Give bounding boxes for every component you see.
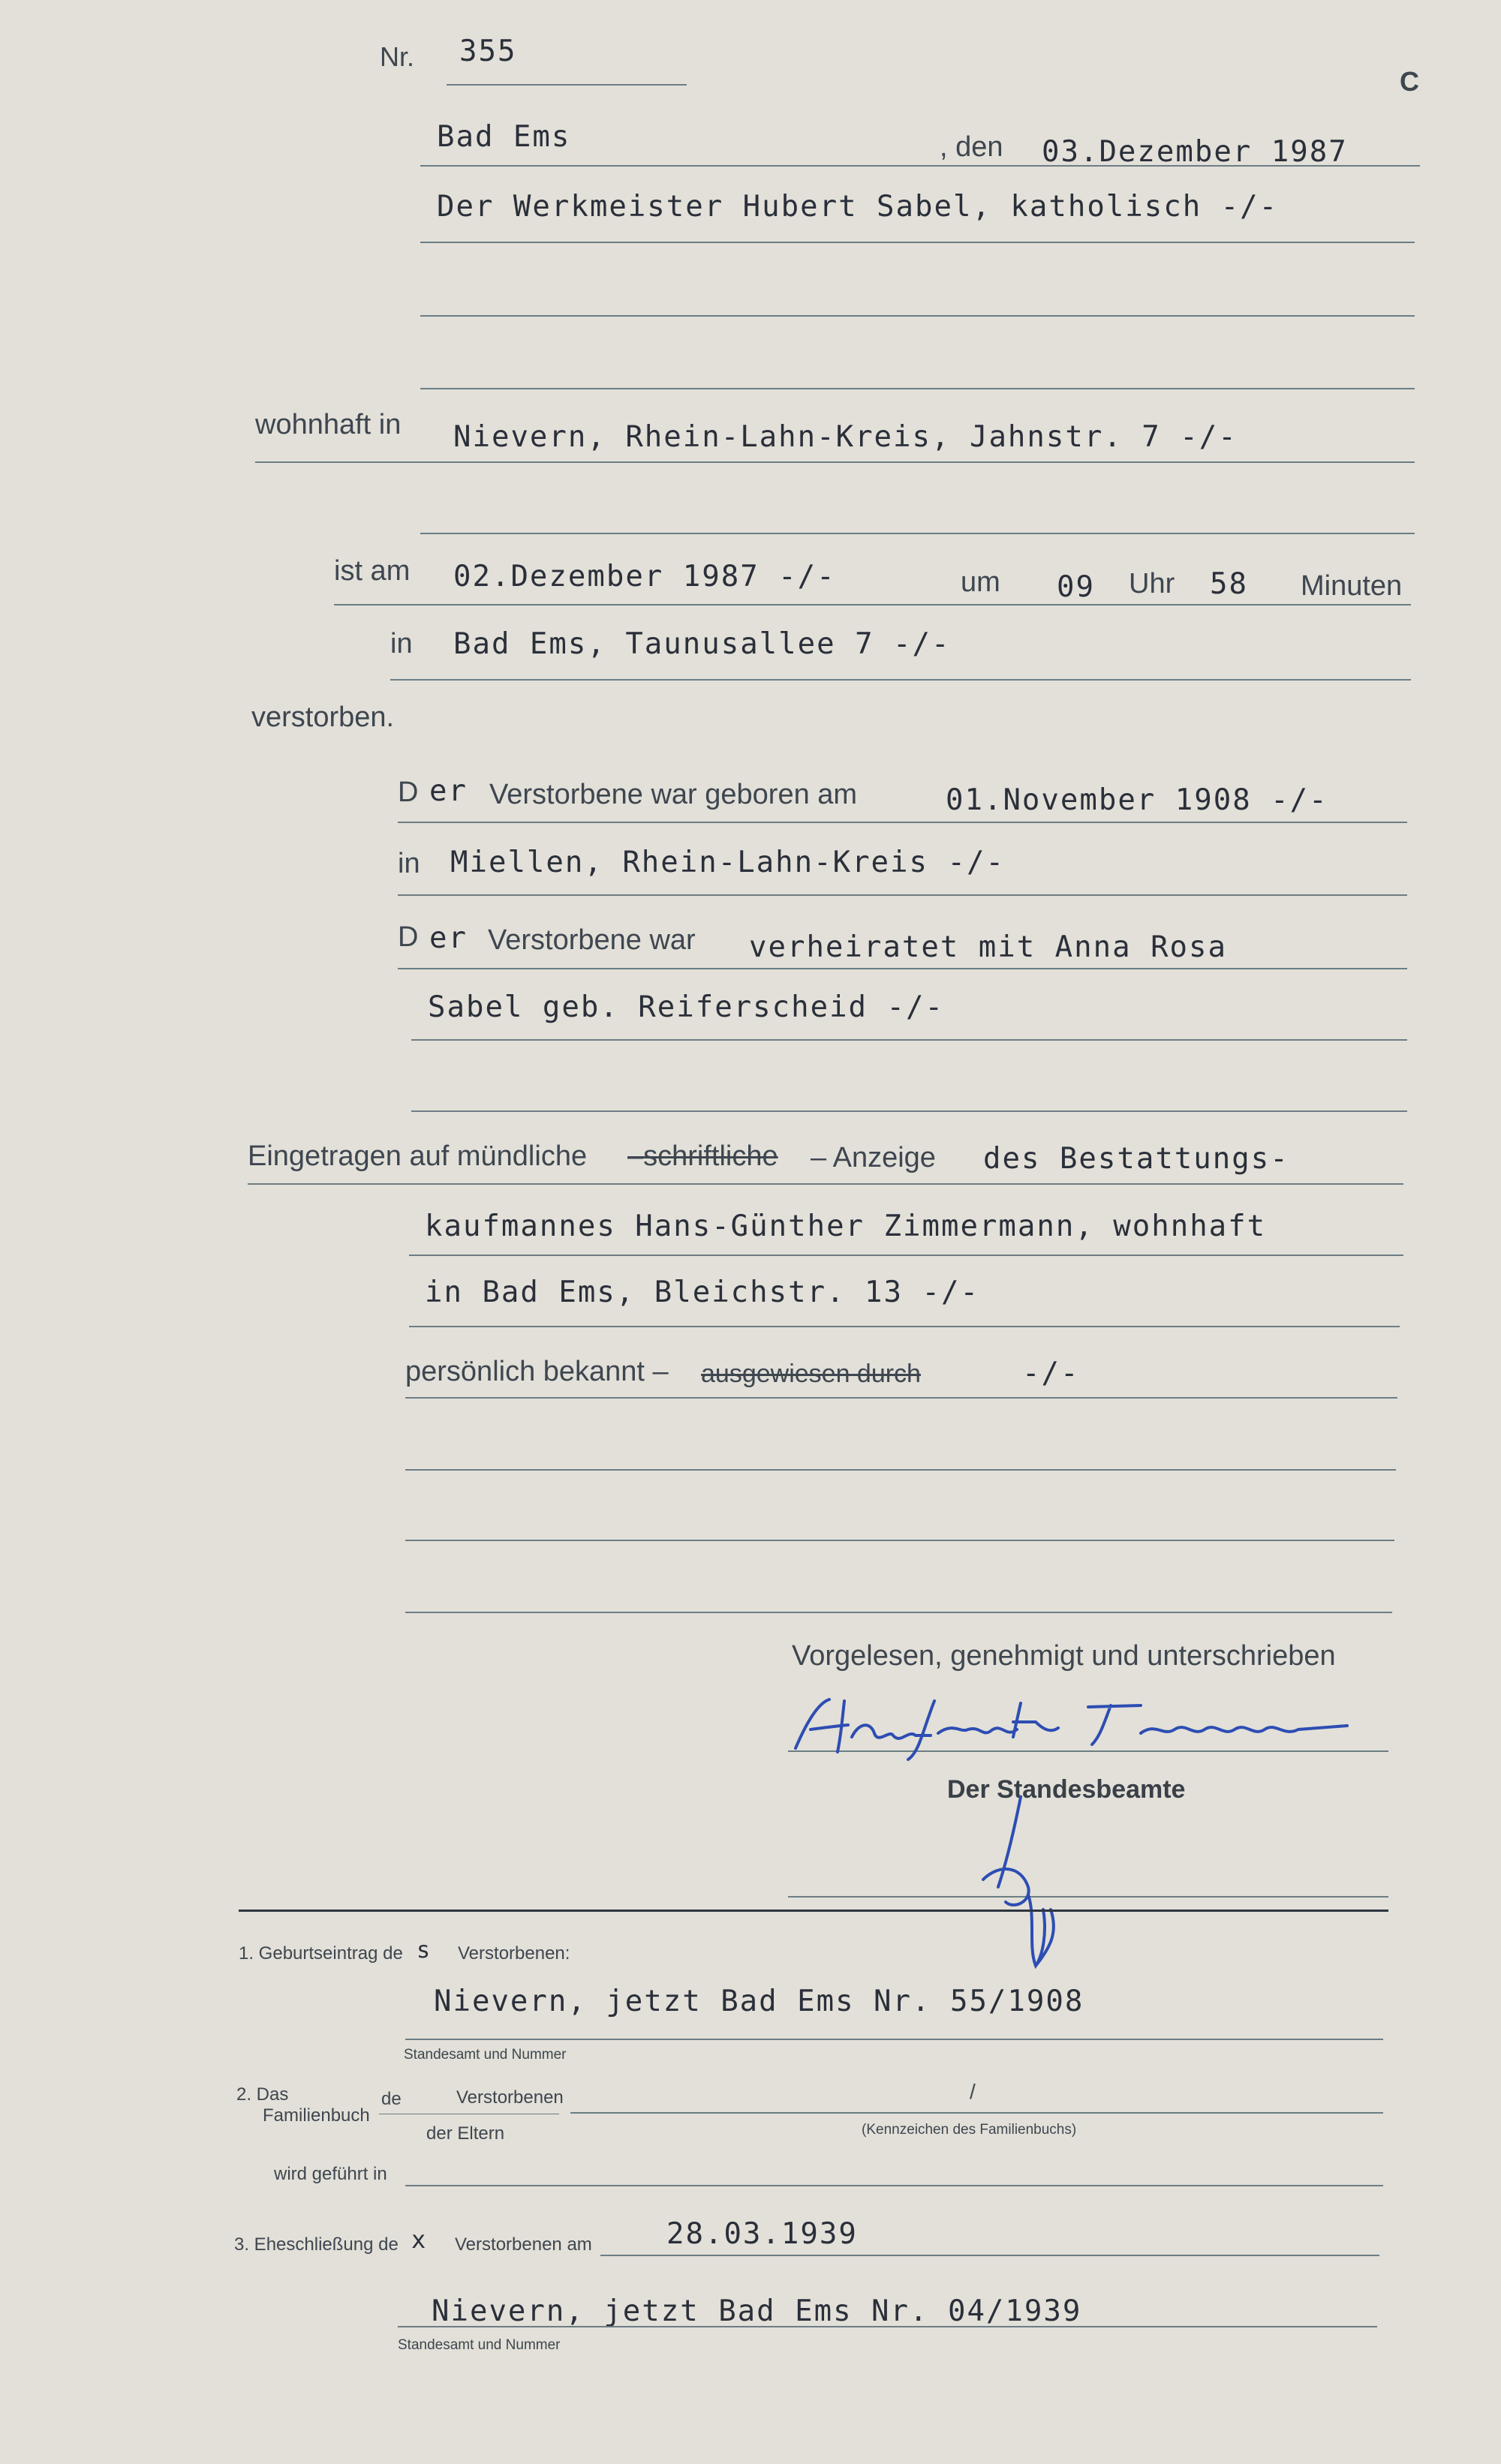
marriage-line-2: Sabel geb. Reiferscheid -/- xyxy=(428,990,944,1024)
place-value: Bad Ems xyxy=(437,120,571,154)
known-label: persönlich bekannt – xyxy=(405,1356,669,1387)
death-date: 02.Dezember 1987 -/- xyxy=(453,560,836,593)
death-minutes: 58 xyxy=(1210,567,1248,601)
person-description: Der Werkmeister Hubert Sabel, katholisch -/- xyxy=(437,190,1279,224)
blank-line-1 xyxy=(420,315,1415,317)
blank-line-2 xyxy=(420,388,1415,389)
death-in-label: in xyxy=(390,628,413,660)
death-time-line xyxy=(334,604,1411,605)
death-place: Bad Ems, Taunusallee 7 -/- xyxy=(453,627,951,661)
registration-line-3: in Bad Ems, Bleichstr. 13 -/- xyxy=(425,1276,979,1309)
blank-line-6 xyxy=(405,1540,1394,1541)
nr-underline xyxy=(447,84,687,86)
marriage-prefix: D xyxy=(398,921,419,953)
nr-label: Nr. xyxy=(380,41,415,72)
blank-line-7 xyxy=(405,1612,1392,1613)
marriage-entry-date-line xyxy=(600,2255,1379,2256)
marriage-prefix-typed: er xyxy=(429,921,468,955)
birth-in-label: in xyxy=(398,848,420,879)
residence-line xyxy=(255,461,1415,463)
death-hour: 09 xyxy=(1057,570,1095,604)
family-book-gefuehrt: wird geführt in xyxy=(274,2164,387,2184)
birth-label: Verstorbene war geboren am xyxy=(489,779,858,810)
registration-anzeige: – Anzeige xyxy=(811,1142,936,1173)
marriage-label: Verstorbene war xyxy=(488,924,696,956)
registration-line-2-rule xyxy=(409,1255,1403,1256)
nr-value: 355 xyxy=(459,35,517,68)
marriage-line-1-rule xyxy=(398,968,1407,969)
read-approved-label: Vorgelesen, genehmigt und unterschrieben xyxy=(792,1640,1336,1672)
uhr-label: Uhr xyxy=(1129,568,1175,599)
registration-line-1-rule xyxy=(248,1183,1403,1185)
record-date: 03.Dezember 1987 xyxy=(1042,135,1348,169)
blank-line-3 xyxy=(420,533,1415,534)
person-line xyxy=(420,242,1415,243)
family-book-verstorbenen: Verstorbenen xyxy=(456,2087,564,2108)
birth-date-line xyxy=(398,822,1407,823)
birth-prefix-typed: er xyxy=(429,774,468,808)
family-book-slash: / xyxy=(970,2080,976,2103)
birth-entry-label: 1. Geburtseintrag de xyxy=(239,1943,403,1964)
birth-entry-value: Nievern, jetzt Bad Ems Nr. 55/1908 xyxy=(434,1985,1084,2018)
birth-entry-caption: Standesamt und Nummer xyxy=(404,2047,567,2063)
corner-letter: C xyxy=(1400,66,1419,97)
family-book-de: de xyxy=(381,2089,402,2109)
marriage-line-1: verheiratet mit Anna Rosa xyxy=(749,930,1227,964)
registration-line-2: kaufmannes Hans-Günther Zimmermann, wohnhaft xyxy=(425,1209,1267,1243)
birth-entry-s: s xyxy=(417,1937,432,1964)
registration-line-3-rule xyxy=(409,1326,1400,1327)
family-book-gefuehrt-line xyxy=(405,2185,1383,2186)
family-book-caption: (Kennzeichen des Familienbuchs) xyxy=(862,2122,1077,2138)
residence-value: Nievern, Rhein-Lahn-Kreis, Jahnstr. 7 -/- xyxy=(453,420,1238,454)
known-value: -/- xyxy=(1022,1357,1080,1390)
family-book-line xyxy=(570,2112,1383,2114)
applicant-signature xyxy=(788,1692,1358,1763)
known-struck: ausgewiesen durch xyxy=(701,1360,921,1388)
footer-separator xyxy=(239,1910,1388,1912)
registrar-label: Der Standesbeamte xyxy=(947,1775,1186,1804)
birth-entry-suffix: Verstorbenen: xyxy=(458,1943,570,1964)
marriage-entry-x: x xyxy=(411,2225,428,2254)
blank-line-4 xyxy=(411,1110,1407,1112)
family-book-label-a: 2. Das xyxy=(236,2084,289,2105)
marriage-entry-caption: Standesamt und Nummer xyxy=(398,2337,561,2353)
family-book-label-b: Familienbuch xyxy=(263,2105,370,2126)
registrar-line xyxy=(788,1896,1388,1898)
known-rule xyxy=(405,1397,1397,1399)
birth-place: Miellen, Rhein-Lahn-Kreis -/- xyxy=(450,846,1005,879)
marriage-entry-label: 3. Eheschließung de xyxy=(234,2234,399,2255)
residence-label: wohnhaft in xyxy=(255,409,402,440)
registrar-initials xyxy=(968,1789,1088,1970)
family-book-eltern: der Eltern xyxy=(426,2123,505,2144)
ist-am-label: ist am xyxy=(334,555,411,587)
registration-label: Eingetragen auf mündliche xyxy=(248,1140,588,1172)
birth-entry-line xyxy=(405,2039,1383,2040)
birth-date: 01.November 1908 -/- xyxy=(946,783,1328,817)
marriage-entry-suffix: Verstorbenen am xyxy=(455,2234,592,2255)
blank-line-5 xyxy=(405,1469,1396,1471)
death-place-line xyxy=(390,679,1411,681)
registration-struck: –schriftliche xyxy=(627,1140,778,1172)
marriage-line-2-rule xyxy=(411,1039,1407,1041)
marriage-entry-line xyxy=(398,2326,1377,2327)
birth-place-line xyxy=(398,894,1407,896)
den-label: , den xyxy=(940,131,1003,163)
verstorben-label: verstorben. xyxy=(251,702,395,733)
marriage-entry-value: Nievern, jetzt Bad Ems Nr. 04/1939 xyxy=(432,2294,1082,2328)
registration-line-1: des Bestattungs- xyxy=(983,1142,1289,1176)
marriage-entry-date: 28.03.1939 xyxy=(666,2217,858,2251)
birth-prefix: D xyxy=(398,777,419,808)
date-line xyxy=(420,165,1420,167)
minuten-label: Minuten xyxy=(1301,570,1403,602)
um-label: um xyxy=(961,566,1000,598)
